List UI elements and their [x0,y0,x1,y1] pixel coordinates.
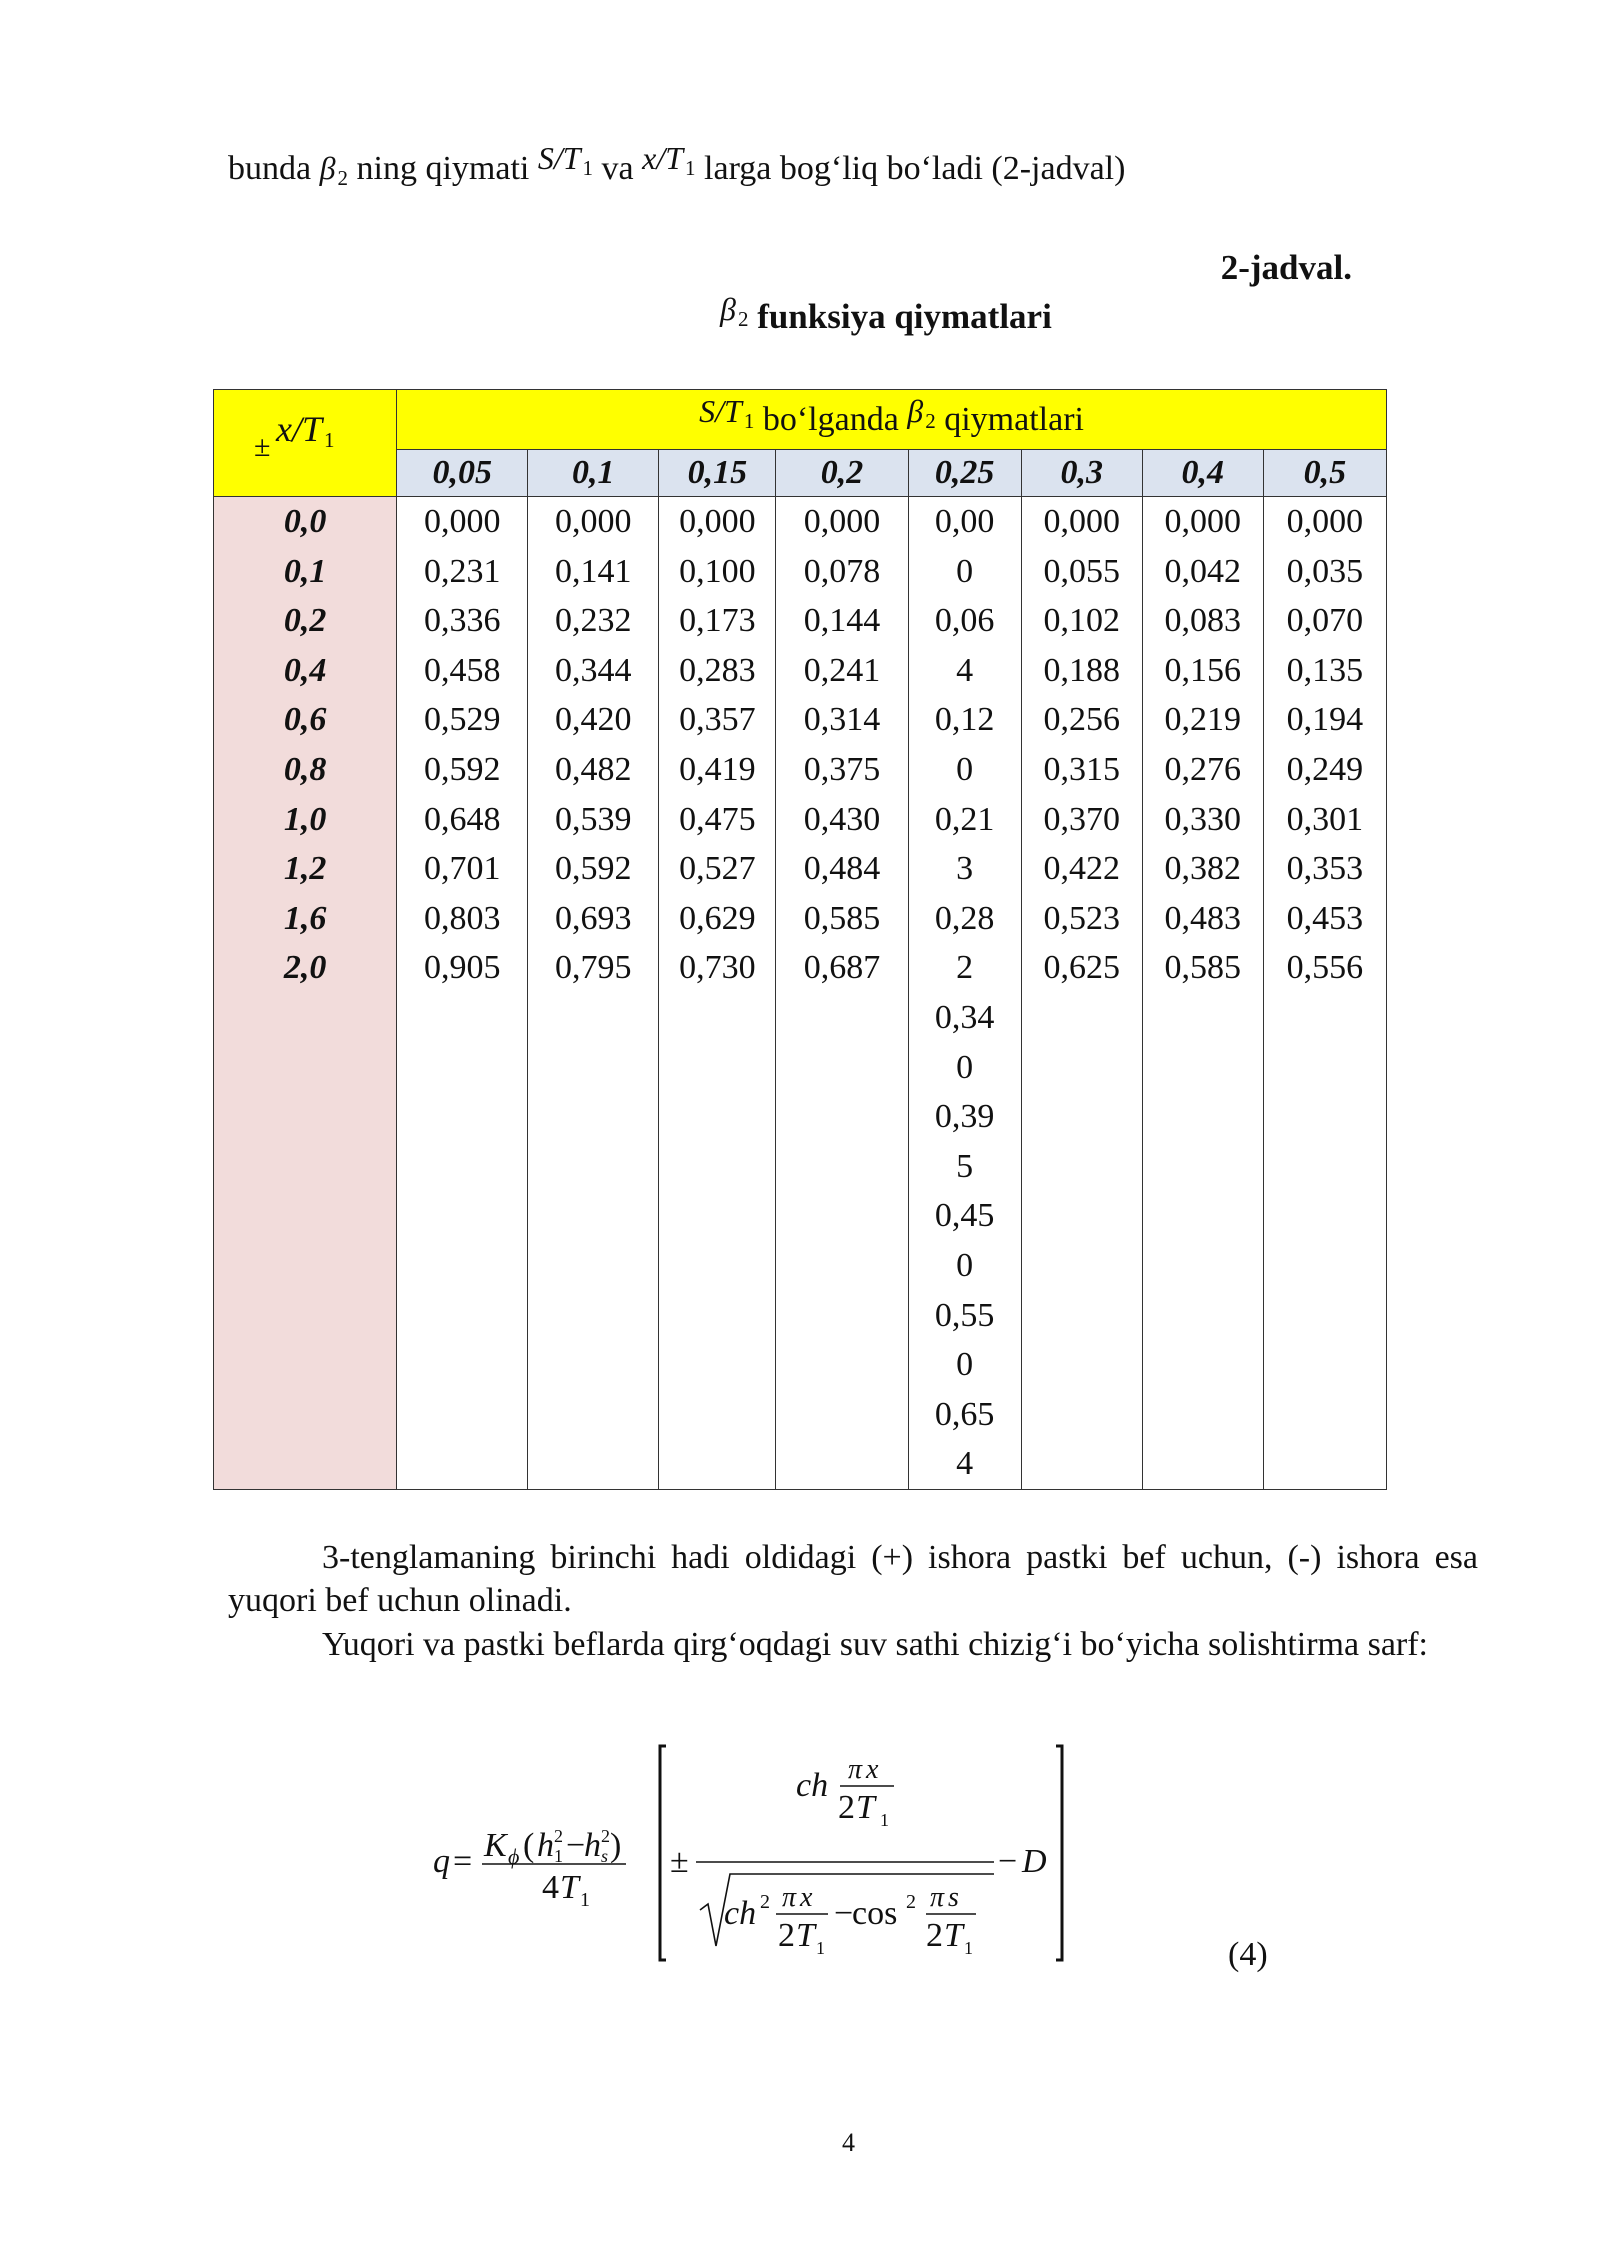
table-cell: 0,34 [934,998,995,1036]
svg-text:s: s [601,1846,609,1866]
table-cell: 0,55 [934,1296,995,1334]
table-header-row [214,390,1387,450]
table-cell: 0,419 [679,750,756,788]
table-cell: 0,330 [1164,800,1242,838]
table-cell: 0,336 [423,602,501,640]
table-cell: 0,648 [423,800,501,838]
table-cell: 0 [956,1346,974,1384]
data-column [397,497,528,1490]
plus-minus-sign: ± [254,430,271,463]
svg-text:=: = [453,1843,473,1880]
table-cell: 0,803 [423,899,501,937]
data-column [1021,497,1142,1490]
svg-text:2: 2 [778,1917,795,1954]
table-cell: 0,529 [423,701,501,739]
table-cell: 0,314 [803,701,881,739]
table-cell: 0,730 [679,949,756,987]
table-cell: 0,420 [555,701,632,739]
table-cell: 0,629 [679,899,756,937]
svg-text:1: 1 [554,1846,563,1866]
table-cell: 0,556 [1286,949,1364,987]
table-cell: 0,458 [423,651,501,689]
table-cell: 2 [956,949,974,987]
svg-text:K: K [484,1827,507,1864]
table-cell: 0,795 [555,949,632,987]
svg-text:cos: cos [852,1895,898,1932]
intro-line [228,140,1126,190]
equation-number: (4) [1228,1936,1268,1973]
svg-text:−: − [998,1843,1018,1880]
table-cell: 0,000 [423,503,501,540]
intro-word-va: va [601,150,634,187]
row-label: 1,2 [283,850,327,888]
data-column [659,497,776,1490]
svg-text:±: ± [670,1843,689,1880]
table-cell: 0,144 [803,602,881,640]
svg-text:2: 2 [760,1891,770,1913]
data-column [776,497,908,1490]
svg-text:1: 1 [964,1938,973,1958]
table-cell: 5 [956,1147,974,1185]
intro-word-ning-qiymati: ning qiymati [356,150,530,187]
table-cell: 0,592 [423,750,501,788]
table-cell: 0,539 [555,800,632,838]
svg-text:T: T [560,1869,579,1906]
table-cell: 0,173 [679,602,756,640]
data-column [1263,497,1386,1490]
page-number: 4 [842,2128,855,2157]
svg-text:2: 2 [554,1826,563,1846]
svg-text:ϕ: ϕ [508,1844,520,1869]
table-cell: 0,12 [934,701,995,739]
table-cell: 0,527 [679,850,756,888]
row-label: 0,0 [283,503,327,540]
table-cell: 0 [956,552,974,590]
table-cell: 0 [956,1048,974,1086]
table-cell: 0,276 [1164,750,1242,788]
col-header: 0,15 [659,450,776,497]
row-label: 0,6 [283,701,327,739]
table-cell: 0 [956,1246,974,1284]
table-cell: 0,241 [803,651,881,689]
svg-text:T: T [944,1917,963,1954]
col-header: 0,05 [397,450,528,497]
x-over-t-symbol: x/T1 [642,140,696,180]
row-label: 0,1 [283,552,327,590]
table-cell: 0,283 [679,651,756,689]
table-cell: 0,000 [1164,503,1242,540]
col-header: 0,3 [1021,450,1142,497]
row-label: 0,2 [283,602,327,640]
svg-text:q: q [433,1843,450,1880]
table-cell: 0,370 [1043,800,1120,838]
svg-text:1: 1 [880,1810,889,1830]
svg-text:ch: ch [724,1895,757,1932]
table-cell: 0,000 [555,503,632,540]
row-label: 1,0 [283,800,327,838]
corner-x-over-t: x/T1 [276,409,335,452]
data-column [1142,497,1263,1490]
table-cell: 0,256 [1043,701,1120,739]
svg-text:h: h [537,1827,554,1864]
table-cell: 0,28 [934,899,995,937]
paragraph-specific-discharge: Yuqori va pastki beflarda qirg‘oqdagi suv sathi chizig‘i bo‘yicha solishtirma sarf: [322,1626,1428,1663]
table-cell: 0,39 [934,1098,995,1136]
table-cell: 0,249 [1286,750,1364,788]
table-cell: 0,135 [1286,651,1364,689]
table-cell: 0,422 [1043,850,1120,888]
table-cell: 0,585 [803,899,881,937]
data-column [528,497,659,1490]
table-cell: 0,102 [1043,602,1120,640]
row-label: 0,4 [283,651,327,689]
table-cell: 0,45 [934,1197,995,1235]
row-label-column [214,497,397,1490]
svg-text:): ) [610,1827,622,1864]
svg-text:x: x [800,1882,813,1913]
table-label: 2-jadval. [1220,248,1352,287]
table-cell: 0,430 [803,800,881,838]
table-cell: 0,188 [1043,651,1120,689]
table-cell: 0,301 [1286,800,1364,838]
beta2-table [213,389,1387,1490]
s-over-t-symbol: S/T1 [537,140,594,180]
table-cell: 0,344 [555,651,632,689]
svg-text:π: π [930,1882,945,1913]
table-body-row [214,497,1387,1490]
table-corner-cell [214,390,397,497]
table-cell: 0,375 [803,750,881,788]
table-caption: β2 funksiya qiymatlari [720,291,1052,336]
svg-text:2: 2 [926,1917,943,1954]
svg-text:1: 1 [580,1889,590,1911]
table-cell: 0,687 [803,949,881,987]
table-cell: 0,693 [555,899,632,937]
svg-text:T: T [856,1789,875,1826]
row-label: 2,0 [283,949,327,987]
table-cell: 0,482 [555,750,632,788]
beta-symbol: β2 [319,150,349,190]
svg-text:π: π [782,1882,797,1913]
svg-text:x: x [866,1754,879,1785]
table-group-header: S/T1 bo‘lganda β2 qiymatlari [397,390,1387,450]
table-cell: 0,078 [803,552,881,590]
table-cell: 0,055 [1043,552,1120,590]
row-label: 1,6 [283,899,327,937]
row-label: 0,8 [283,750,327,788]
svg-text:(: ( [523,1827,535,1864]
table-cell: 0,231 [423,552,501,590]
table-cell: 0,353 [1286,850,1364,888]
table-cell: 0,315 [1043,750,1120,788]
svg-text:s: s [948,1882,959,1913]
intro-word-rest: larga bog‘liq bo‘ladi (2-jadval) [704,150,1126,187]
table-cell: 0,585 [1164,949,1242,987]
table-cell: 4 [956,1445,974,1483]
table-cell: 3 [956,850,974,888]
table-cell: 0,484 [803,850,881,888]
table-cell: 0,141 [555,552,632,590]
table-cell: 0,21 [934,800,995,838]
table-cell: 0,042 [1164,552,1242,590]
table-cell: 0,000 [679,503,756,540]
data-column [908,497,1021,1490]
table-cell: 0,65 [934,1395,995,1433]
table-cell: 0,000 [1043,503,1120,540]
svg-text:T: T [796,1917,815,1954]
table-cell: 0,483 [1164,899,1242,937]
table-cell: 4 [956,651,974,689]
table-cell: 0,905 [423,949,501,987]
col-header: 0,5 [1263,450,1386,497]
table-cell: 0,453 [1286,899,1364,937]
table-cell: 0,232 [555,602,632,640]
intro-word-bunda: bunda [228,150,312,187]
table-cell: 0,625 [1043,949,1120,987]
svg-text:2: 2 [906,1891,916,1913]
discharge-formula [420,1738,1080,1988]
svg-text:−: − [566,1827,586,1864]
svg-text:h: h [584,1827,601,1864]
col-header: 0,1 [528,450,659,497]
table-cell: 0,219 [1164,701,1242,739]
table-cell: 0,475 [679,800,756,838]
table-cell: 0 [956,750,974,788]
col-header: 0,4 [1142,450,1263,497]
table-cell: 0,701 [423,850,501,888]
table-cell: 0,00 [934,503,995,540]
table-cell: 0,382 [1164,850,1242,888]
table-cell: 0,070 [1286,602,1364,640]
table-cell: 0,000 [1286,503,1364,540]
table-cell: 0,000 [803,503,881,540]
table-cell: 0,592 [555,850,632,888]
table-cell: 0,100 [679,552,756,590]
svg-text:2: 2 [838,1789,855,1826]
table-cell: 0,035 [1286,552,1364,590]
col-header: 0,2 [776,450,908,497]
svg-text:4: 4 [542,1869,559,1906]
table-cell: 0,194 [1286,701,1364,739]
paragraph-sign-rule: 3-tenglamaning birinchi hadi oldidagi (+) ishora pastki bef uchun, (-) ishora esa yuqori bef uchun olinadi. [228,1539,1478,1619]
svg-text:1: 1 [816,1938,825,1958]
table-cell: 0,06 [934,602,995,640]
svg-text:D: D [1022,1843,1047,1880]
svg-text:π: π [848,1754,863,1785]
svg-text:ch: ch [796,1767,829,1804]
svg-text:2: 2 [601,1826,610,1846]
table-cell: 0,156 [1164,651,1242,689]
table-cell: 0,523 [1043,899,1120,937]
table-cell: 0,357 [679,701,756,739]
svg-text:−: − [834,1895,854,1932]
col-header: 0,25 [908,450,1021,497]
table-cell: 0,083 [1164,602,1242,640]
